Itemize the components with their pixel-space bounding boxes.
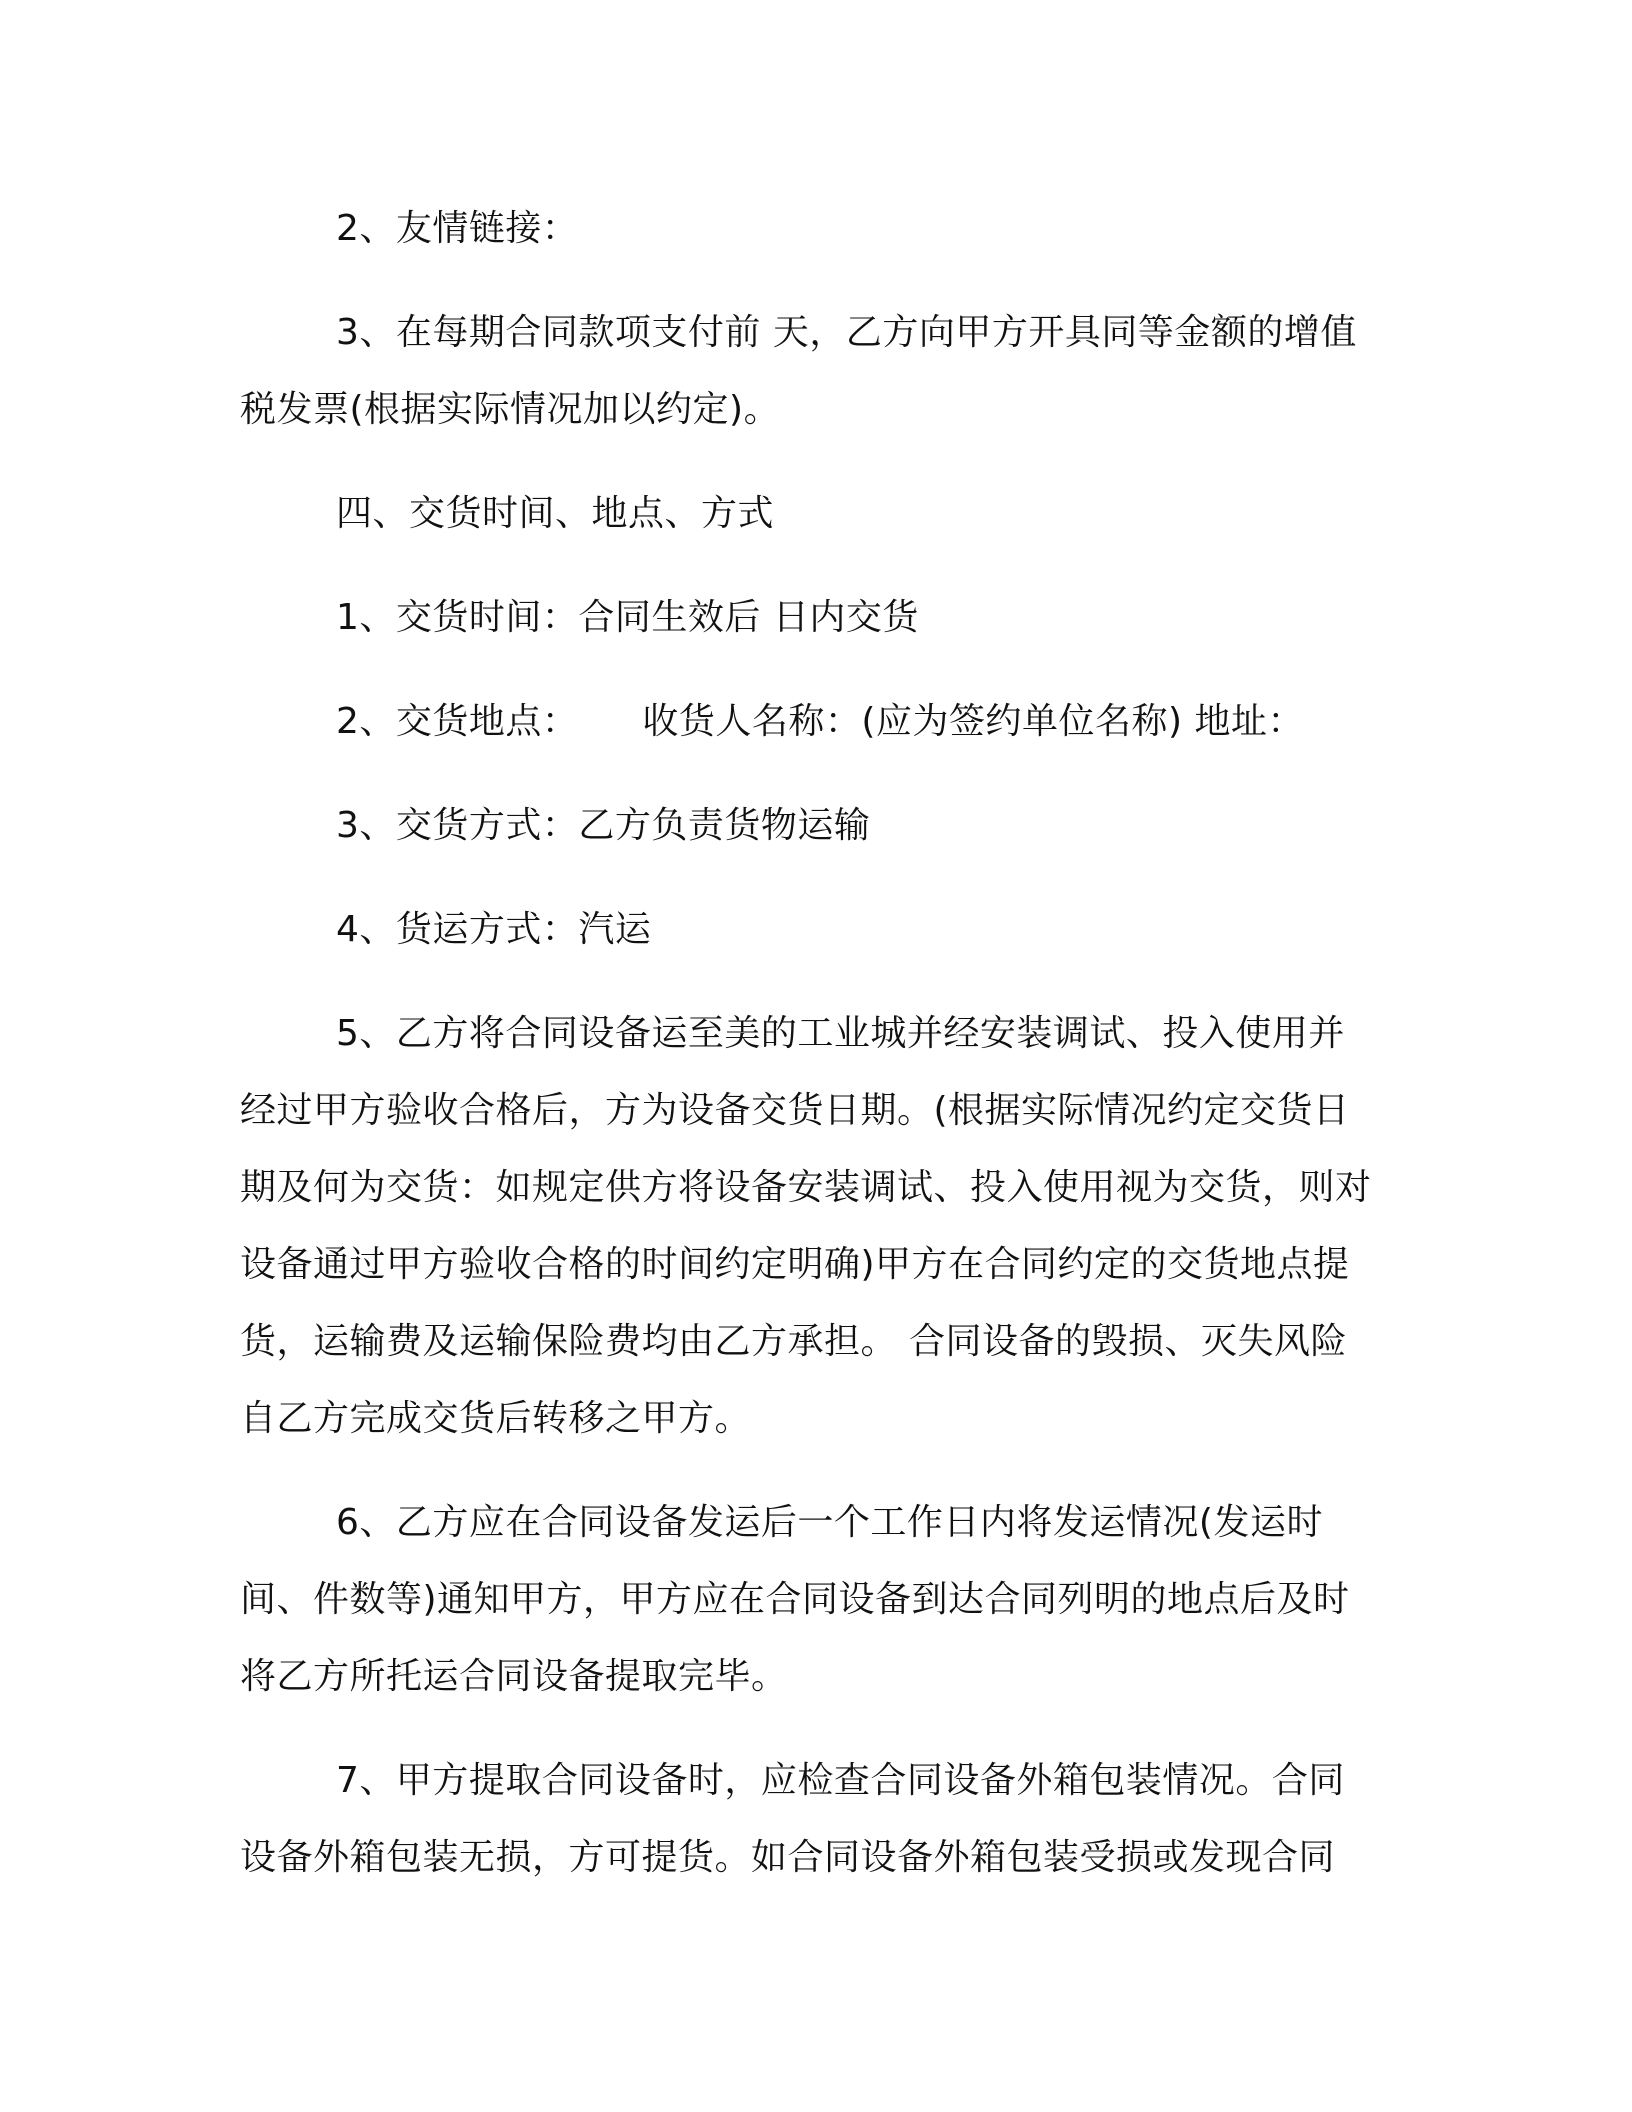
paragraph-delivery-date: 5、乙方将合同设备运至美的工业城并经安装调试、投入使用并经过甲方验收合格后，方为设备交货日期。(根据实际情况约定交货日期及何为交货：如规定供方将设备安装调试、投入使用视为交货，则对设备通过甲方验收合格的时间约定明确)甲方在合同约定的交货地点提货，运输费及运输保险费均由乙方承担。 合同设备的毁损、灭失风险自乙方完成交货后转移之甲方。 <box>240 1013 1372 1439</box>
paragraph-invoice: 3、在每期合同款项支付前 天，乙方向甲方开具同等金额的增值税发票(根据实际情况加以约定)。 <box>240 312 1357 430</box>
delivery-place-detail: 收货人名称：(应为签约单位名称) 地址： <box>642 701 1304 742</box>
paragraph-friendly-links: 2、友情链接： <box>336 208 579 249</box>
paragraph-inspection: 7、甲方提取合同设备时，应检查合同设备外箱包装情况。合同设备外箱包装无损，方可提货。如合同设备外箱包装受损或发现合同 <box>240 1760 1345 1878</box>
paragraph-delivery-method: 3、交货方式：乙方负责货物运输 <box>336 805 871 846</box>
paragraph-freight-method: 4、货运方式：汽运 <box>336 909 652 950</box>
section-heading-delivery: 四、交货时间、地点、方式 <box>336 493 775 534</box>
paragraph-shipping-notice: 6、乙方应在合同设备发运后一个工作日内将发运情况(发运时间、件数等)通知甲方，甲方应在合同设备到达合同列明的地点后及时将乙方所托运合同设备提取完毕。 <box>240 1502 1350 1697</box>
delivery-place-label: 2、交货地点： <box>336 701 579 742</box>
paragraph-delivery-time: 1、交货时间：合同生效后 日内交货 <box>336 597 919 638</box>
paragraph-delivery-place <box>240 683 1380 760</box>
document-body <box>240 190 1380 1923</box>
